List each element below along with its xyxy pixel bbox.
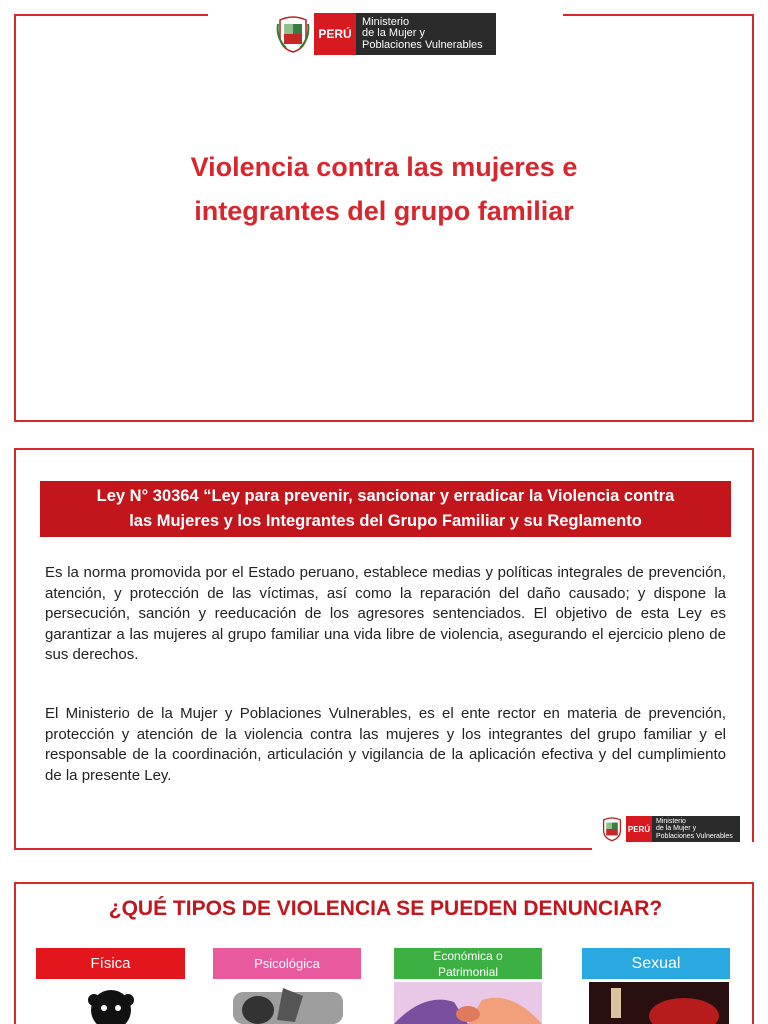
type-label-line: Patrimonial xyxy=(437,965,499,979)
law-banner xyxy=(40,481,731,537)
violence-type-economica xyxy=(394,948,542,979)
coat-of-arms-icon xyxy=(276,14,310,54)
type-label-line: Económica o xyxy=(433,949,503,963)
violence-type-fisica: Física xyxy=(36,948,185,979)
law-description: Es la norma promovida por el Estado peruano, establece medias y políticas integrales de prevención, atención, y protección de las víctimas, así como la reparación del daño causado; y dispone la persecución, sanción y reeducación de los agresores sentenciados. El objetivo de esta Ley es garantizar a las mujeres al grupo familiar una vida libre de violencia, asegurando el ejercicio pleno de sus derechos. xyxy=(45,564,726,663)
title-line: Violencia contra las mujeres e xyxy=(190,152,578,182)
violence-type-sexual: Sexual xyxy=(582,948,730,979)
psychological-violence-illustration xyxy=(213,982,361,1024)
slide-title xyxy=(60,145,708,233)
ministry-role: El Ministerio de la Mujer y Poblaciones Vulnerables, es el ente rector en materia de prevención, protección y atención de la violencia contra las mujeres y los integrantes del grupo familiar y el responsable de la coordinación, articulación y vigilancia de la aplicación efectiva y del cumplimiento de la presente Ley. xyxy=(45,705,726,784)
banner-line: las Mujeres y los Integrantes del Grupo Familiar y su Reglamento xyxy=(129,512,642,530)
ministry-logo xyxy=(276,12,496,56)
sexual-violence-illustration xyxy=(589,982,729,1024)
title-line: integrantes del grupo familiar xyxy=(194,196,574,226)
ministry-line: de la Mujer y xyxy=(362,27,425,40)
physical-violence-illustration xyxy=(36,982,185,1024)
economic-violence-illustration xyxy=(394,982,542,1024)
ministry-line: Poblaciones Vulnerables xyxy=(362,38,483,51)
coat-of-arms-icon xyxy=(601,816,623,842)
violence-type-psicologica: Psicológica xyxy=(213,948,361,979)
banner-line: Ley N° 30364 “Ley para prevenir, sancionar y erradicar la Violencia contra xyxy=(96,487,675,505)
peru-brand: PERÚ xyxy=(626,816,652,842)
peru-brand: PERÚ xyxy=(314,13,356,55)
violence-types-title: ¿QUÉ TIPOS DE VIOLENCIA SE PUEDEN DENUNCIAR? xyxy=(108,897,663,920)
ministry-line: Poblaciones Vulnerables xyxy=(656,832,733,840)
ministry-line: Ministerio xyxy=(656,817,686,825)
ministry-name xyxy=(356,13,496,55)
ministry-line: Ministerio xyxy=(362,15,410,28)
ministry-logo-small xyxy=(601,815,740,843)
ministry-name xyxy=(652,816,740,842)
ministry-line: de la Mujer y xyxy=(656,825,697,833)
